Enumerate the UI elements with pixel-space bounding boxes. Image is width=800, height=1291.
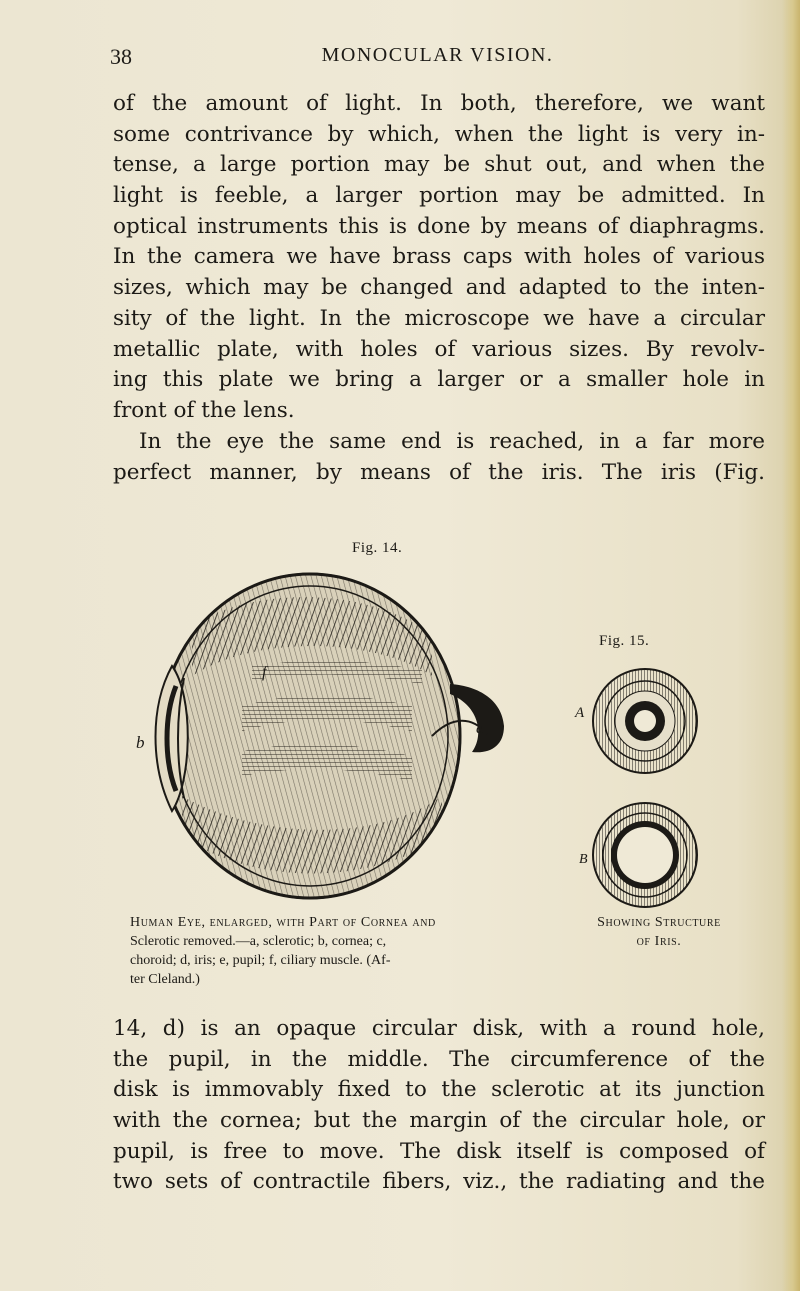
- page-header: [110, 44, 765, 72]
- figure-14-label: Fig. 14.: [352, 540, 403, 556]
- text-line: tense, a large portion may be shut out, and when the: [113, 152, 765, 178]
- caption-line: choroid; d, iris; e, pupil; f, ciliary muscle. (Af-: [130, 953, 391, 968]
- text-line: disk is immovably fixed to the sclerotic at its junction: [113, 1077, 765, 1103]
- label-B: B: [579, 852, 589, 867]
- text-line: 14, d) is an opaque circular disk, with a round hole,: [113, 1016, 765, 1041]
- figure-14-caption: [130, 913, 540, 989]
- label-f: f: [262, 664, 267, 681]
- eye-illustration: [132, 566, 532, 906]
- text-line: two sets of contractile fibers, viz., the radiating and the: [113, 1169, 765, 1195]
- page-number: 38: [110, 44, 132, 69]
- label-A: A: [575, 705, 585, 721]
- paragraph-bottom: [113, 1014, 765, 1198]
- figure-15-caption: [549, 913, 769, 951]
- text-line: with the cornea; but the margin of the circular hole, or: [113, 1108, 765, 1134]
- text-line: the pupil, in the middle. The circumference of the: [113, 1046, 765, 1072]
- caption-line: Showing Structure: [597, 915, 721, 930]
- running-head: MONOCULAR VISION.: [321, 44, 554, 66]
- text-line: of the amount of light. In both, therefore, we want: [113, 91, 765, 116]
- iris-diagram-b: [590, 800, 700, 910]
- caption-line: Sclerotic removed.—a, sclerotic; b, cornea; c,: [130, 934, 387, 949]
- caption-line: Human Eye, enlarged, with Part of Cornea and: [130, 915, 436, 930]
- text-line: In the eye the same end is reached, in a far more: [139, 429, 765, 454]
- caption-line: ter Cleland.): [130, 972, 200, 987]
- text-line: sity of the light. In the microscope we have a circular: [113, 305, 765, 331]
- paragraph-top: [113, 89, 765, 427]
- text-line: metallic plate, with holes of various sizes. By revolv-: [113, 336, 765, 362]
- text-line: some contrivance by which, when the light is very in-: [113, 121, 765, 147]
- label-b: b: [136, 733, 145, 752]
- figure-15-label: Fig. 15.: [599, 633, 650, 649]
- text-line: front of the lens.: [113, 397, 295, 423]
- text-line: light is feeble, a larger portion may be admitted. In: [113, 183, 765, 209]
- caption-line: of Iris.: [636, 934, 682, 949]
- paragraph-iris: [113, 427, 765, 488]
- text-line: perfect manner, by means of the iris. The iris (Fig.: [113, 459, 765, 485]
- text-line: ing this plate we bring a larger or a smaller hole in: [113, 367, 765, 393]
- text-line: sizes, which may be changed and adapted to the inten-: [113, 275, 765, 301]
- text-line: pupil, is free to move. The disk itself is composed of: [113, 1138, 765, 1164]
- iris-diagram-a: [590, 666, 700, 776]
- label-a: a: [476, 720, 485, 737]
- text-line: In the camera we have brass caps with holes of various: [113, 244, 765, 270]
- text-line: optical instruments this is done by means of diaphragms.: [113, 213, 765, 239]
- page-edge-shading: [782, 0, 800, 1291]
